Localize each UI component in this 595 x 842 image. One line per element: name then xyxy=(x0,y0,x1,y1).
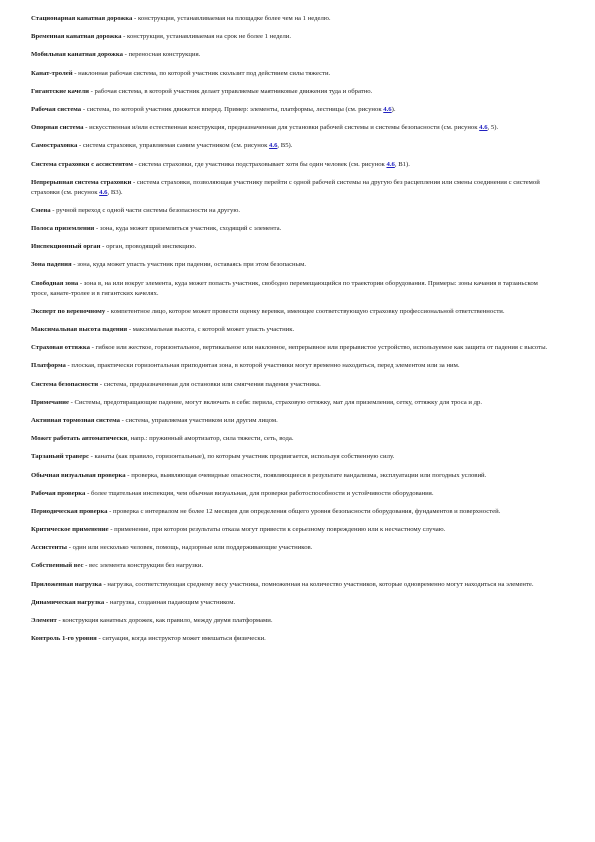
definition-text: - проверка с интервалом не более 12 месяцев для определения общего уровня безопасности оборудования, фундаментов и поверхностей. xyxy=(107,507,501,515)
definition-term: Смена xyxy=(31,206,51,214)
definition-paragraph xyxy=(31,69,555,79)
definition-text: , напр.: пружинный амортизатор, сила тяжести, сеть, вода. xyxy=(127,435,294,443)
definition-term: Полоса приземления xyxy=(31,225,95,233)
definition-paragraph xyxy=(31,489,555,499)
definition-text: - наклонная рабочая система, по которой участник скользит под действием силы тяжести. xyxy=(72,69,331,77)
definition-paragraph xyxy=(31,206,555,216)
figure-reference-link[interactable]: 4.6 xyxy=(99,188,108,196)
definition-term: Страховая оттяжка xyxy=(31,344,90,352)
definition-text: - вес элемента конструкции без нагрузки. xyxy=(83,562,204,570)
definition-paragraph xyxy=(31,105,555,115)
definition-term: Канат-тролей xyxy=(31,69,73,77)
definition-term: Динамическая нагрузка xyxy=(31,598,105,606)
definition-term: Собственный вес xyxy=(31,562,84,570)
definition-text: - зона, куда может упасть участник при падении, оставаясь при этом безопасным. xyxy=(71,261,307,269)
definition-term: Инспекционный орган xyxy=(31,243,101,251)
definition-text: - орган, проводящий инспекцию. xyxy=(100,243,197,251)
definition-term: Зона падения xyxy=(31,261,72,269)
definition-paragraph xyxy=(31,123,555,133)
definition-term: Гигантские качели xyxy=(31,87,89,95)
definition-text: - компетентное лицо, которое может провести оценку веревки, имеющее соответствующую страховку профессиональной ответственности. xyxy=(105,307,505,315)
definition-text: - ручной переход с одной части системы безопасности на другую. xyxy=(50,206,241,214)
definition-text: - ситуация, когда инструктор может вмешаться физически. xyxy=(96,635,266,643)
definition-text: - нагрузка, созданная падающим участником. xyxy=(104,598,236,606)
definition-paragraph xyxy=(31,634,555,644)
definition-text: - конструкция, устанавливаемая на срок не более 1 недели. xyxy=(121,33,292,41)
definition-paragraph xyxy=(31,14,555,24)
definition-text: , В5). xyxy=(277,142,293,150)
definition-term: Рабочая система xyxy=(31,105,82,113)
definition-text: - проверка, выявляющая очевидные опасности, появляющиеся в результате вандализма, эксплуатации или погодных условий. xyxy=(125,471,487,479)
definition-text: - рабочая система, в которой участник делает управляемые маятниковые движения туда и обратно. xyxy=(88,87,373,95)
definition-term: Контроль 1-го уровня xyxy=(31,635,97,643)
definition-paragraph xyxy=(31,307,555,317)
definition-text: , В1). xyxy=(394,160,410,168)
definition-term: Ассистенты xyxy=(31,544,68,552)
definition-paragraph xyxy=(31,160,555,170)
definition-term: Система безопасности xyxy=(31,380,99,388)
definition-paragraph xyxy=(31,242,555,252)
definition-term: Элемент xyxy=(31,617,57,624)
definition-paragraph xyxy=(31,416,555,426)
definition-paragraph xyxy=(31,87,555,97)
definition-text: - система, по которой участник движется вперед. Пример: элементы, платформы, лестницы (см. рисунок xyxy=(81,105,384,113)
document-body xyxy=(31,14,555,652)
definition-term: Эксперт по веревочному xyxy=(31,307,106,315)
definition-paragraph xyxy=(31,398,555,408)
definition-paragraph xyxy=(31,452,555,462)
definition-term: Примечание xyxy=(31,398,69,406)
figure-reference-link[interactable]: 4.6 xyxy=(383,105,392,113)
definition-paragraph xyxy=(31,361,555,371)
definition-term: Опорная система xyxy=(31,124,84,132)
definition-paragraph xyxy=(31,507,555,517)
definition-text: - конструкция, устанавливаемая на площадке более чем на 1 неделю. xyxy=(132,15,331,22)
definition-term: Платформа xyxy=(31,362,66,370)
definition-text: - более тщательная инспекция, чем обычная визуальная, для проверки работоспособности и устойчивости оборудования. xyxy=(85,489,434,497)
definition-paragraph xyxy=(31,561,555,571)
definition-text: , В3). xyxy=(107,188,123,196)
definition-term: Приложенная нагрузка xyxy=(31,580,102,588)
definition-paragraph xyxy=(31,598,555,608)
definition-term: Активная тормозная система xyxy=(31,416,120,424)
definition-paragraph xyxy=(31,50,555,60)
definition-text: - канаты (как правило, горизонтальные), по которым участник продвигается, используя собственную силу. xyxy=(88,453,395,461)
definition-paragraph xyxy=(31,325,555,335)
definition-term: Непрерывная система страховки xyxy=(31,178,132,186)
definition-paragraph xyxy=(31,380,555,390)
definition-paragraph xyxy=(31,343,555,353)
definition-text: - система страховки, управляемая самим участником (см. рисунок xyxy=(77,142,270,150)
definition-text: - плоская, практически горизонтальная приподнятая зона, в которой участники могут временно находиться, перед элементом или за ним. xyxy=(65,362,460,370)
definition-text: , 5). xyxy=(487,124,499,132)
definition-paragraph xyxy=(31,525,555,535)
definition-term: Самостраховка xyxy=(31,142,78,150)
definition-term: Обычная визуальная проверка xyxy=(31,471,126,479)
definition-text: - искусственная и/или естественная конструкция, предназначенная для установки рабочей системы и системы безопасности (см. рисунок xyxy=(83,124,480,132)
definition-text: - Системы, предотвращающие падение, могут включать в себя: перила, страховую оттяжку, мат для приземления, сетку, оттяжку для троса и др. xyxy=(68,398,483,406)
figure-reference-link[interactable]: 4.6 xyxy=(479,124,488,132)
definition-text: - один или несколько человек, помощь, надзорные или поддерживающие участников. xyxy=(67,544,313,552)
definition-paragraph xyxy=(31,279,555,299)
definition-term: Система страховки с ассистентом xyxy=(31,160,133,168)
definition-text: - система страховки, где участника подстраховывает хотя бы один человек (см. рисунок xyxy=(132,160,387,168)
definition-text: - переносная конструкция. xyxy=(123,51,201,59)
figure-reference-link[interactable]: 4.6 xyxy=(386,160,395,168)
definition-term: Критическое применение xyxy=(31,526,109,534)
definition-term: Стационарная канатная дорожка xyxy=(31,15,133,22)
definition-text: - нагрузка, соответствующая среднему весу участника, помноженная на количество участников, которые одновременно могут находиться на элементе. xyxy=(101,580,534,588)
definition-paragraph xyxy=(31,141,555,151)
definition-text: ). xyxy=(391,105,396,113)
definition-paragraph xyxy=(31,434,555,444)
definition-paragraph xyxy=(31,616,555,626)
definition-text: - применение, при котором результаты отказа могут привести к серьезному повреждению или к несчастному случаю. xyxy=(108,526,446,534)
figure-reference-link[interactable]: 4.6 xyxy=(269,142,278,150)
definition-term: Мобильная канатная дорожка xyxy=(31,51,123,59)
definition-term: Свободная зона xyxy=(31,279,79,287)
definition-text: - зона в, на или вокруг элемента, куда может попасть участник, свободно перемещающийся по траектории оборудования. Примеры: зоны качания в тарзаньском тросе, канате-тролее и в гигантских качелях. xyxy=(31,279,538,297)
definition-term: Рабочая проверка xyxy=(31,489,86,497)
definition-term: Временная канатная дорожка xyxy=(31,33,122,41)
definition-term: Максимальная высота падения xyxy=(31,326,128,333)
definition-text: - зона, куда может приземлиться участник, сходящий с элемента. xyxy=(94,225,282,233)
definition-paragraph xyxy=(31,543,555,553)
definition-term: Может работать автоматически xyxy=(31,435,128,443)
definition-text: - конструкция канатных дорожек, как правило, между двумя платформами. xyxy=(56,617,273,624)
definition-paragraph xyxy=(31,178,555,198)
definition-paragraph xyxy=(31,224,555,234)
definition-term: Периодическая проверка xyxy=(31,507,108,515)
definition-text: - гибкое или жесткое, горизонтальное, вертикальное или наклонное, непрерывное или прерывистое устройство, используемое как защита от падения с высоты. xyxy=(89,344,548,352)
definition-term: Тарзаньий траверс xyxy=(31,453,89,461)
definition-paragraph xyxy=(31,260,555,270)
definition-paragraph xyxy=(31,580,555,590)
definition-text: - максимальная высота, с которой может упасть участник. xyxy=(127,326,295,333)
definition-text: - система, управляемая участником или другим лицом. xyxy=(119,416,278,424)
definition-paragraph xyxy=(31,32,555,42)
definition-text: - система страховки, позволяющая участнику перейти с одной рабочей системы на другую без расцепления или смены соединения с системой страховки (см. рисунок xyxy=(31,178,540,196)
definition-paragraph xyxy=(31,471,555,481)
definition-text: - система, предназначенная для остановки или смягчения падения участника. xyxy=(98,380,321,388)
